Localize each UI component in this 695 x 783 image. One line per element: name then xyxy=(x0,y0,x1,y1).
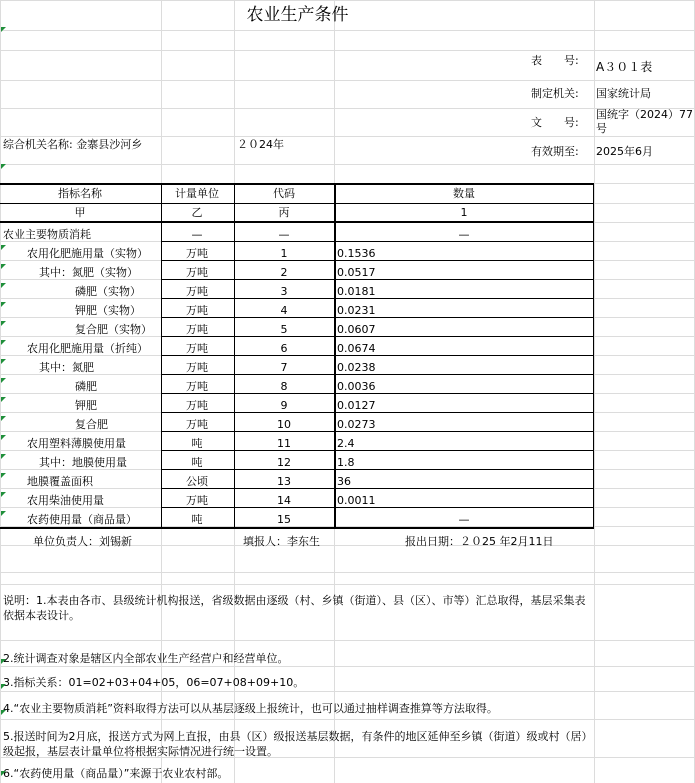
row-name: 农业主要物质消耗 xyxy=(3,228,91,241)
row-qty: 2.4 xyxy=(337,437,355,450)
row-qty: — xyxy=(458,513,470,526)
header-qty: 数量 xyxy=(453,187,475,200)
cell-marker-icon xyxy=(1,473,6,478)
row-unit: 万吨 xyxy=(186,266,208,279)
row-name: 农药使用量（商品量） xyxy=(27,513,137,526)
table-border xyxy=(593,183,594,529)
row-qty: 0.1536 xyxy=(337,247,376,260)
cell-marker-icon xyxy=(1,359,6,364)
row-unit: — xyxy=(191,228,203,241)
row-qty: 0.0517 xyxy=(337,266,376,279)
row-qty: 0.0674 xyxy=(337,342,376,355)
table-border xyxy=(161,393,594,394)
table-border xyxy=(0,221,594,223)
cell-marker-icon xyxy=(1,264,6,269)
row-unit: 万吨 xyxy=(186,247,208,260)
table-border xyxy=(161,374,594,375)
unit-leader: 单位负责人：刘锡新 xyxy=(33,535,132,548)
cell-marker-icon xyxy=(1,684,6,689)
header-qty-sub: 1 xyxy=(460,206,468,219)
table-border xyxy=(161,336,594,337)
row-code: 15 xyxy=(277,513,291,526)
header-name-sub: 甲 xyxy=(74,206,86,219)
row-unit: 万吨 xyxy=(186,361,208,374)
row-unit: 万吨 xyxy=(186,494,208,507)
cell-marker-icon xyxy=(1,245,6,250)
row-code: 6 xyxy=(280,342,288,355)
row-name: 农用柴油使用量 xyxy=(27,494,104,507)
table-border xyxy=(161,317,594,318)
cell-marker-icon xyxy=(1,416,6,421)
org-value: 国家统计局 xyxy=(596,87,651,100)
cell-marker-icon xyxy=(1,164,6,169)
report-year: ２０24年 xyxy=(237,138,284,151)
cell-marker-icon xyxy=(1,340,6,345)
header-name: 指标名称 xyxy=(58,187,102,200)
row-qty: 0.0238 xyxy=(337,361,376,374)
valid-label: 有效期至: xyxy=(531,145,579,158)
row-name: 磷肥 xyxy=(75,380,97,393)
note-1: 说明：1.本表由各市、县级统计机构报送，省级数据由逐级（村、乡镇（街道）、县（区）、市等）汇总取得，基层采集表依据本表设计。 xyxy=(3,594,586,622)
row-qty: 0.0273 xyxy=(337,418,376,431)
header-unit-sub: 乙 xyxy=(191,206,203,219)
cell-marker-icon xyxy=(1,710,6,715)
row-code: 5 xyxy=(280,323,288,336)
row-code: 14 xyxy=(277,494,291,507)
table-border xyxy=(161,183,162,529)
table-border xyxy=(161,355,594,356)
row-code: 7 xyxy=(280,361,288,374)
cell-marker-icon xyxy=(1,492,6,497)
header-unit: 计量单位 xyxy=(175,187,219,200)
table-border xyxy=(161,488,594,489)
row-unit: 公顷 xyxy=(186,475,208,488)
row-qty: 1.8 xyxy=(337,456,355,469)
row-name: 磷肥（实物） xyxy=(75,285,141,298)
cell-marker-icon xyxy=(1,771,6,776)
valid-value: 2025年6月 xyxy=(596,145,653,158)
doc-value: 国统字（2024）77号 xyxy=(596,108,693,135)
row-code: 4 xyxy=(280,304,288,317)
row-code: 9 xyxy=(280,399,288,412)
row-unit: 万吨 xyxy=(186,399,208,412)
table-border xyxy=(334,183,336,529)
row-unit: 吨 xyxy=(191,513,203,526)
row-name: 农用化肥施用量（实物） xyxy=(27,247,148,260)
note-5: 5.报送时间为2月底，报送方式为网上直报，由县（区）级报送基层数据，有条件的地区延伸至乡镇（街道）级或村（居）级起报，基层表计量单位将根据实际情况进行统一设置。 xyxy=(3,730,593,758)
page-title: 农业生产条件 xyxy=(246,5,349,25)
table-border xyxy=(234,183,235,529)
row-code: 1 xyxy=(280,247,288,260)
cell-marker-icon xyxy=(1,397,6,402)
row-unit: 万吨 xyxy=(186,380,208,393)
row-name: 其中：地膜使用量 xyxy=(39,456,127,469)
note-4: 4.“农业主要物质消耗”资料取得方法可以从基层逐级上报统计，也可以通过抽样调查推算等方法取得。 xyxy=(3,702,498,715)
row-name: 地膜覆盖面积 xyxy=(27,475,93,488)
row-qty: 0.0607 xyxy=(337,323,376,336)
report-date: 报出日期：２０25 年2月11日 xyxy=(405,535,554,548)
row-name: 钾肥（实物） xyxy=(75,304,141,317)
table-border xyxy=(161,241,594,242)
note-6: 6.“农药使用量（商品量）”来源于农业农村部。 xyxy=(3,767,229,780)
table-border xyxy=(0,183,594,185)
row-code: 3 xyxy=(280,285,288,298)
cell-marker-icon xyxy=(1,378,6,383)
cell-marker-icon xyxy=(1,302,6,307)
row-qty: — xyxy=(458,228,470,241)
row-unit: 万吨 xyxy=(186,323,208,336)
row-code: — xyxy=(278,228,290,241)
row-unit: 万吨 xyxy=(186,342,208,355)
table-no-label: 表 号: xyxy=(531,54,579,67)
table-no-value: A３０１表 xyxy=(596,60,653,74)
table-border xyxy=(0,203,594,204)
row-code: 11 xyxy=(277,437,291,450)
row-code: 10 xyxy=(277,418,291,431)
cell-marker-icon xyxy=(1,27,6,32)
table-border xyxy=(161,412,594,413)
row-code: 8 xyxy=(280,380,288,393)
note-3: 3.指标关系：01=02+03+04+05，06=07+08+09+10。 xyxy=(3,676,305,689)
cell-marker-icon xyxy=(1,454,6,459)
table-border xyxy=(161,298,594,299)
cell-marker-icon xyxy=(1,511,6,516)
cell-marker-icon xyxy=(1,435,6,440)
header-code-sub: 丙 xyxy=(278,206,290,219)
row-name: 其中：氮肥 xyxy=(39,361,94,374)
agency-name: 综合机关名称: 金寨县沙河乡 xyxy=(3,138,143,151)
row-qty: 0.0231 xyxy=(337,304,376,317)
cell-marker-icon xyxy=(1,659,6,664)
row-qty: 0.0181 xyxy=(337,285,376,298)
row-code: 2 xyxy=(280,266,288,279)
table-border xyxy=(161,431,594,432)
doc-label: 文 号: xyxy=(531,116,579,129)
row-qty: 0.0036 xyxy=(337,380,376,393)
table-border xyxy=(161,450,594,451)
row-qty: 36 xyxy=(337,475,351,488)
row-unit: 万吨 xyxy=(186,304,208,317)
note-2: 2.统计调查对象是辖区内全部农业生产经营户和经营单位。 xyxy=(3,652,289,665)
row-name: 复合肥 xyxy=(75,418,108,431)
row-unit: 吨 xyxy=(191,437,203,450)
row-code: 13 xyxy=(277,475,291,488)
row-unit: 吨 xyxy=(191,456,203,469)
org-label: 制定机关: xyxy=(531,87,579,100)
table-border xyxy=(161,260,594,261)
row-unit: 万吨 xyxy=(186,285,208,298)
row-qty: 0.0127 xyxy=(337,399,376,412)
filler: 填报人：李东生 xyxy=(243,535,320,548)
table-border xyxy=(161,469,594,470)
row-name: 其中：氮肥（实物） xyxy=(39,266,138,279)
table-border xyxy=(0,527,594,529)
row-name: 复合肥（实物） xyxy=(75,323,152,336)
row-name: 农用化肥施用量（折纯） xyxy=(27,342,148,355)
header-code: 代码 xyxy=(273,187,295,200)
row-qty: 0.0011 xyxy=(337,494,376,507)
table-border xyxy=(161,279,594,280)
cell-marker-icon xyxy=(1,321,6,326)
row-name: 农用塑料薄膜使用量 xyxy=(27,437,126,450)
cell-marker-icon xyxy=(1,283,6,288)
row-name: 钾肥 xyxy=(75,399,97,412)
row-code: 12 xyxy=(277,456,291,469)
table-border xyxy=(161,507,594,508)
row-unit: 万吨 xyxy=(186,418,208,431)
